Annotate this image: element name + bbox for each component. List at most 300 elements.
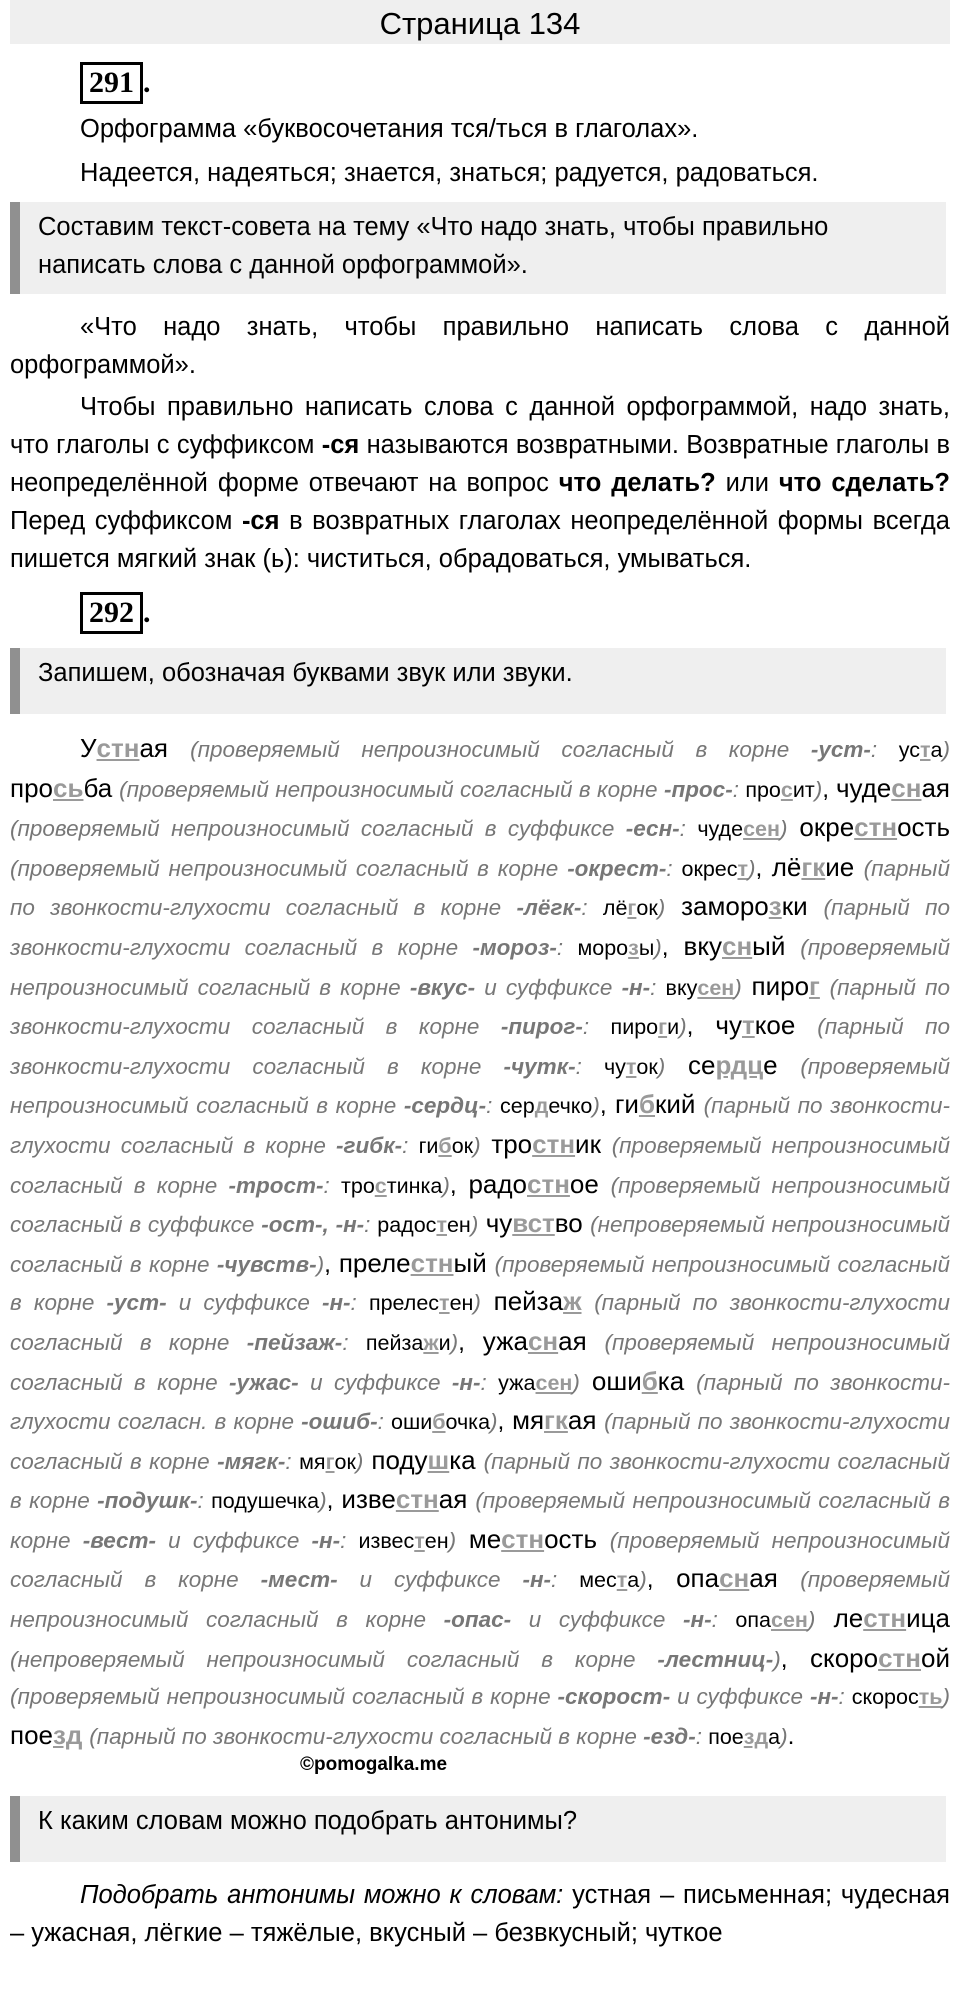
exercise-number: 291 (80, 62, 143, 104)
explanation-text: (проверяемый непроизносимый согласный в корне (10, 1251, 950, 1316)
exercise-291: 291 . Орфограмма «буквосочетания тся/ться в глаголах». Надеется, надеяться; знается, знаться; радуется, радоваться. Составим текст-совета на тему «Что надо знать, чтобы правильно написать слова с данной орфограммой». «Что надо знать, чтобы правильно написать слова с данной орфограммой». Чтобы правильно написать слова с данной орфограммой, надо знать, что глаголы с суффиксом -ся называются возвратными. Возвратные глаголы в неопределённой форме отвечают на вопрос что делать? или что сделать? Перед суффиксом -ся в возвратных глаголах неопределённой формы всегда пишется мягкий знак (ь): чиститься, обрадоваться, умываться. (0, 62, 960, 578)
word (371, 1445, 475, 1475)
word (615, 1089, 696, 1119)
check-orthogram: ть (918, 1685, 943, 1710)
explanation-text: (проверяемый непроизносимый согласный в суффиксе (10, 1172, 950, 1238)
word-orthogram: сь (53, 772, 84, 803)
word-part: во (554, 1208, 583, 1239)
check-part: подушечка (211, 1489, 320, 1514)
word (341, 1484, 467, 1514)
check-word (579, 1568, 639, 1592)
check-part: тро (341, 1173, 375, 1198)
check-part: ен (449, 1291, 474, 1316)
morpheme: -лёгк- (516, 895, 582, 921)
check-word (299, 1450, 356, 1474)
word-orthogram: стн (854, 812, 898, 843)
word-part: мя (512, 1405, 545, 1436)
check-part: ок (636, 896, 658, 921)
explanation-text: : (556, 934, 578, 960)
explanation-close: ) (779, 816, 788, 842)
explanation-close: ) (473, 1290, 481, 1316)
answer-bold: -ся (241, 507, 280, 535)
check-orthogram: б (432, 1410, 446, 1435)
word-orthogram: б (638, 1089, 656, 1120)
check-part: ок (451, 1133, 474, 1158)
word-entry (80, 733, 950, 763)
morpheme: -н- (522, 1567, 552, 1593)
check-part: моро (577, 935, 629, 960)
check-part: опа (735, 1608, 771, 1633)
word-part: ая (921, 772, 950, 803)
check-orthogram: з (628, 935, 639, 960)
exercise-number: 292 (80, 592, 143, 634)
explanation-text: : (870, 737, 899, 762)
word-part: ая (438, 1484, 468, 1515)
morpheme: -езд- (643, 1723, 696, 1749)
explanation-text: : (197, 1488, 212, 1514)
check-part: прелес (368, 1291, 440, 1316)
explanation-text: (парный по звонкости-глухости согласный в корне (10, 895, 951, 960)
morpheme: -н- (451, 1369, 481, 1395)
check-part: пое (708, 1724, 744, 1749)
check-word (391, 1410, 490, 1434)
check-part: ечко (548, 1094, 593, 1119)
check-part: ги (418, 1133, 439, 1158)
check-part: ит (792, 777, 815, 802)
check-orthogram: с (374, 1173, 387, 1198)
word-explanation (119, 777, 822, 802)
check-word (852, 1685, 943, 1709)
word-part: ме (468, 1523, 502, 1554)
morpheme: -окрест- (567, 855, 667, 881)
word-part: опа (676, 1563, 720, 1594)
word (469, 1524, 597, 1554)
check-orthogram: т (414, 1528, 425, 1553)
morpheme: -вкус- (409, 974, 476, 1000)
check-part: ок (636, 1054, 658, 1079)
separator: , (822, 775, 830, 803)
check-word (366, 1331, 451, 1355)
explanation-close: ) (442, 1172, 450, 1198)
word-entry (10, 772, 830, 803)
word-part: ки (781, 891, 808, 922)
check-part: тинка (386, 1173, 443, 1198)
explanation-close: ) (734, 974, 742, 1000)
check-part: ус (898, 738, 920, 762)
word-part: кое (754, 1010, 796, 1041)
word-part: оши (591, 1365, 642, 1396)
task-text: Запишем, обозначая буквами звук или звуки. (38, 659, 573, 687)
check-word (604, 1055, 658, 1079)
explanation-close: ) (355, 1448, 364, 1474)
explanation-text: (парный по звонкости-глухости согласный в корне (89, 1723, 644, 1749)
word (339, 1248, 487, 1278)
separator: , (324, 1250, 331, 1278)
task-text: Составим текст-совета на тему «Что надо знать, чтобы правильно написать слова с данной орфограммой». (38, 213, 829, 279)
check-orthogram: сен (697, 975, 735, 1000)
explanation-text: и суффиксе (670, 1684, 810, 1710)
word-part: ги (614, 1089, 639, 1120)
explanation-close: ) (814, 776, 823, 802)
word (494, 1286, 582, 1316)
check-part: пейза (365, 1330, 424, 1355)
explanation-close: ) (592, 1093, 600, 1119)
word-part: радо (468, 1168, 527, 1199)
word-part: скоро (810, 1642, 879, 1673)
word (681, 891, 807, 921)
check-part: сер (500, 1094, 535, 1119)
explanation-text: (проверяемый непроизносимый согласный в корне (10, 934, 950, 1000)
explanation-close: ) (572, 1369, 580, 1395)
check-word (358, 1529, 448, 1553)
word-part: преле (338, 1247, 411, 1278)
word-part: ка (449, 1444, 476, 1475)
separator: , (780, 1645, 788, 1673)
explanation-text: (проверяемый непроизносимый согласный в корне (10, 1527, 950, 1593)
explanation-text: : (480, 1369, 499, 1395)
explanation-text: (проверяемый непроизносимый согласный в корне (190, 737, 811, 762)
word-part: ба (83, 772, 113, 803)
check-part: скорос (851, 1685, 919, 1710)
word-orthogram: сн (527, 1325, 559, 1356)
word-orthogram: зд (53, 1719, 83, 1750)
word-part: лё (771, 851, 802, 882)
separator: , (599, 1092, 607, 1120)
word (80, 733, 168, 763)
explanation-text: : (666, 855, 682, 881)
word-part: се (687, 1049, 716, 1080)
answer2-text (10, 1876, 950, 1952)
morpheme: -н- (682, 1607, 712, 1633)
explanation-text: (непроверяемый непроизносимый согласный в корне (10, 1212, 951, 1277)
check-word (697, 817, 780, 841)
explanation-close: ) (639, 1567, 647, 1593)
word (491, 1129, 601, 1159)
word-part: ость (544, 1523, 597, 1554)
word (486, 1208, 583, 1238)
explanation-text: (парный по звонкости-глухости согласный в корне (10, 1093, 950, 1158)
check-orthogram: т (920, 738, 931, 762)
word-explanation (190, 737, 950, 762)
word-part: пейза (493, 1286, 564, 1317)
check-part: лё (602, 896, 628, 921)
explanation-text: (проверяемый непроизносимый согласный в корне (10, 1132, 950, 1198)
word (10, 773, 112, 803)
word-part: ая (749, 1563, 778, 1594)
morpheme: -прос- (663, 776, 733, 802)
morpheme: -сердц- (403, 1093, 487, 1119)
check-part: чуде (697, 817, 744, 842)
check-word (603, 896, 658, 920)
check-word (681, 857, 748, 881)
check-orthogram: г (325, 1449, 335, 1474)
check-part: вку (665, 975, 698, 1000)
word-part: ый (752, 930, 786, 961)
separator: , (755, 854, 763, 882)
explanation-close: ) (657, 1053, 666, 1079)
word-orthogram: сн (891, 772, 922, 803)
check-part: про (745, 777, 781, 802)
word-part: чу (715, 1010, 742, 1041)
explanation-text: (парный по звонкости-глухости согласный в корне (10, 1290, 950, 1355)
check-part: ы (638, 935, 655, 960)
word-orthogram: рдц (715, 1049, 764, 1080)
check-word (899, 738, 943, 762)
word-part: ие (825, 851, 855, 882)
word (676, 1563, 778, 1593)
word-orthogram: стн (532, 1128, 576, 1159)
topic-text: «Что надо знать, чтобы правильно написать слова с данной орфограммой». (10, 313, 950, 379)
check-part: а (627, 1568, 640, 1593)
word-orthogram: стн (395, 1484, 439, 1515)
check-word (577, 936, 654, 960)
word-orthogram: з (768, 891, 782, 922)
word (688, 1050, 778, 1080)
explanation-text: : (551, 1567, 580, 1593)
explanation-text: (проверяемый непроизносимый согласный в корне (119, 776, 664, 802)
explanation-close: ) (748, 855, 756, 881)
check-part: извес (358, 1528, 415, 1553)
explanation-text: : (679, 816, 698, 842)
explanation-close: ) (448, 1527, 457, 1553)
explanation-text: : (575, 1053, 604, 1079)
word (512, 1405, 596, 1435)
explanation-close: ) (654, 934, 662, 960)
word (799, 812, 950, 842)
check-orthogram: сен (743, 817, 780, 842)
task-block (10, 202, 946, 294)
word-part: про (10, 772, 53, 803)
morpheme: -н- (321, 1290, 351, 1316)
word-orthogram: сн (721, 930, 753, 961)
explanation-text: (проверяемый непроизносимый согласный в корне (10, 855, 568, 881)
word-orthogram: т (741, 1010, 755, 1041)
check-part: пиро (610, 1015, 659, 1040)
explanation-text: : (342, 1329, 366, 1355)
answer-text (10, 388, 950, 578)
morpheme: -гибк- (336, 1132, 403, 1158)
explanation-text: : (364, 1212, 378, 1238)
check-word (666, 976, 735, 1000)
explanation-close: ) (319, 1488, 327, 1514)
word-orthogram: г (809, 970, 820, 1001)
word-orthogram: стн (501, 1523, 545, 1554)
word-part: У (80, 733, 97, 763)
word-part: ая (558, 1325, 587, 1356)
explanation-close: ) (679, 1014, 687, 1040)
check-part: и (667, 1015, 680, 1040)
check-word (500, 1094, 592, 1118)
word-part: ая (139, 733, 168, 763)
word (483, 1326, 587, 1356)
morpheme: -вест- (82, 1527, 157, 1553)
word-orthogram: стн (410, 1247, 454, 1278)
examples-line: Надеется, надеяться; знается, знаться; радуется, радоваться. (80, 159, 819, 187)
explanation-text: (проверяемый непроизносимый согласный в корне (10, 1329, 950, 1395)
explanation-text: : (695, 1723, 709, 1749)
word-orthogram: гк (801, 851, 826, 882)
explanation-close: ) (780, 1723, 788, 1749)
check-orthogram: т (737, 856, 749, 881)
check-orthogram: сен (770, 1608, 808, 1633)
check-part: мя (299, 1449, 326, 1474)
check-orthogram: д (534, 1094, 549, 1119)
explanation-text: : (486, 1093, 501, 1119)
check-orthogram: г (658, 1015, 668, 1040)
word-orthogram: стн (863, 1603, 907, 1634)
check-part: чу (603, 1054, 626, 1079)
morpheme: -чутк- (503, 1053, 576, 1079)
check-orthogram: с (780, 777, 793, 802)
check-word (419, 1134, 474, 1158)
check-orthogram: зд (743, 1724, 769, 1749)
word-orthogram: стн (878, 1642, 921, 1673)
answer-bold: что делать? (558, 469, 716, 497)
word-explanation (10, 816, 787, 841)
explanation-close: ) (316, 1251, 325, 1277)
check-orthogram: б (438, 1133, 452, 1158)
check-word (745, 778, 814, 802)
word-explanation (10, 856, 756, 881)
explanation-close: ) (942, 737, 950, 762)
morpheme: -ост-, -н- (261, 1212, 365, 1238)
check-word (369, 1291, 473, 1315)
check-word (377, 1213, 471, 1237)
word (834, 1603, 950, 1633)
check-part: оши (391, 1410, 433, 1435)
explanation-text: (парный по звонкости-глухости согласный в корне (10, 1409, 950, 1474)
word-explanation (10, 1684, 950, 1709)
explanation-close: ) (473, 1132, 481, 1158)
answer-part: называются возвратными. Возвратные глаголы в неопределённой форме отвечают на вопрос (10, 431, 950, 497)
word-part: заморо (681, 891, 769, 922)
separator: , (326, 1487, 334, 1515)
word-orthogram: вст (512, 1208, 555, 1239)
word-part: тро (491, 1128, 533, 1159)
morpheme: -уст- (810, 737, 871, 762)
check-word (735, 1608, 807, 1632)
orthogram-line: Орфограмма «буквосочетания тся/ться в глаголах». (80, 115, 699, 143)
separator: , (686, 1013, 694, 1041)
word-part: пиро (751, 970, 810, 1001)
morpheme: -пейзаж- (246, 1329, 343, 1355)
word-part: ица (906, 1603, 950, 1634)
check-word (211, 1489, 319, 1513)
page-title: Страница 134 (379, 6, 581, 41)
word-explanation (89, 1724, 787, 1749)
explanation-text: (парный по звонкости-глухости согласный в корне (10, 1448, 950, 1514)
morpheme: -лестниц- (657, 1646, 774, 1672)
word (772, 852, 854, 882)
explanation-close: ) (490, 1409, 498, 1435)
word-explanation (10, 1647, 781, 1672)
explanation-close: ) (942, 1684, 950, 1710)
check-orthogram: сен (535, 1370, 573, 1395)
answer-part: или (715, 469, 779, 497)
morpheme: -н- (311, 1527, 341, 1553)
word-part: чуде (835, 772, 892, 803)
word-part: пое (10, 1719, 53, 1750)
check-orthogram: г (627, 896, 637, 921)
explanation-text: (проверяемый непроизносимый согласный в корне (10, 1053, 951, 1119)
word-orthogram: сн (719, 1563, 750, 1594)
check-orthogram: т (625, 1054, 637, 1079)
explanation-text: (парный по звонкости-глухости согласный в корне (10, 1014, 950, 1079)
check-part: ок (334, 1449, 356, 1474)
check-part: радос (377, 1213, 437, 1238)
explanation-text: : (340, 1527, 359, 1553)
explanation-text: (непроверяемый непроизносимый согласный в корне (10, 1646, 658, 1672)
answer-part: Чтобы правильно написать слова с данной орфограммой, надо знать, что глаголы с суффиксом (10, 393, 950, 459)
answer-bold: -ся (321, 431, 360, 459)
page-header (10, 0, 950, 44)
separator: , (661, 933, 669, 961)
separator: . (787, 1722, 795, 1750)
check-part: мес (579, 1568, 617, 1593)
check-part: а (768, 1724, 781, 1749)
explanation-text: : (711, 1607, 736, 1633)
separator: , (646, 1566, 654, 1594)
word-part: чу (485, 1208, 513, 1239)
word-part: ость (897, 812, 950, 843)
word (810, 1643, 950, 1673)
explanation-close: ) (773, 1646, 781, 1672)
word-part: ужа (482, 1325, 528, 1356)
word-part: ка (657, 1365, 685, 1396)
explanation-text: : (650, 974, 666, 1000)
explanation-close: ) (657, 895, 666, 921)
morpheme: -н- (621, 974, 651, 1000)
explanation-text: (парный по звонкости-глухости согласный в корне (10, 974, 950, 1040)
answer-part: Перед суффиксом (10, 507, 242, 535)
explanation-text: (проверяемый непроизносимый согласный в корне (10, 1684, 558, 1710)
check-part: ен (446, 1213, 471, 1238)
word (468, 1169, 598, 1199)
morpheme: -н- (809, 1684, 839, 1710)
word-entry (10, 1719, 795, 1750)
word-part: ой (921, 1642, 950, 1673)
morpheme: -мороз- (472, 934, 557, 960)
check-part: а (930, 738, 943, 762)
morpheme: -скорост- (557, 1684, 671, 1710)
check-part: и (438, 1330, 451, 1355)
word (752, 971, 820, 1001)
check-part: ужа (498, 1370, 536, 1395)
explanation-text: и суффиксе (298, 1369, 452, 1395)
morpheme: -трост- (228, 1172, 324, 1198)
explanation-text: (проверяемый непроизносимый согласный в корне (10, 1567, 950, 1633)
explanation-text: и суффиксе (511, 1607, 683, 1633)
separator: , (458, 1328, 465, 1356)
check-word (708, 1725, 780, 1749)
word-orthogram: ж (563, 1286, 582, 1317)
explanation-text: : (402, 1132, 419, 1158)
check-word (611, 1015, 680, 1039)
explanation-text: (проверяемый непроизносимый согласный в суффиксе (10, 816, 626, 842)
explanation-text: (парный по звонкости-глухости согласный в корне (10, 855, 950, 921)
morpheme: -мест- (260, 1567, 338, 1593)
check-part: окрес (681, 856, 738, 881)
explanation-text: : (323, 1172, 342, 1198)
morpheme: -чувств- (216, 1251, 317, 1277)
morpheme: -уст- (106, 1290, 167, 1316)
answer2-body: устная – письменная; чудесная – ужасная, лёгкие – тяжёлые, вкусный – безвкусный; чуткое (10, 1881, 950, 1948)
explanation-text: : (581, 895, 603, 921)
explanation-text: и суффиксе (337, 1567, 523, 1593)
morpheme: -есн- (625, 816, 680, 842)
word (10, 1720, 82, 1750)
word (592, 1366, 684, 1396)
